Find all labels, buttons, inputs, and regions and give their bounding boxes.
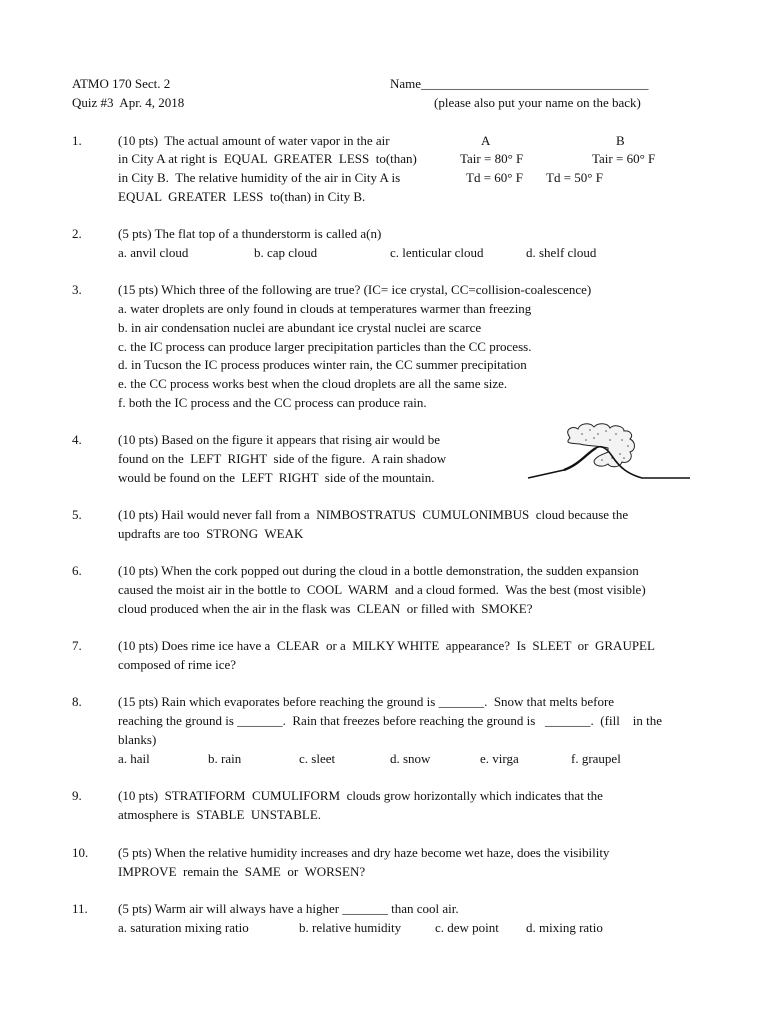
question-2-option-a: a. anvil cloud: [118, 245, 189, 260]
question-4-number: 4.: [72, 432, 82, 447]
question-4-text: would be found on the LEFT RIGHT side of the mountain.: [118, 470, 435, 485]
question-1-text: EQUAL GREATER LESS to(than) in City B.: [118, 189, 366, 204]
quiz-title: Quiz #3 Apr. 4, 2018: [72, 95, 185, 110]
mountain-cloud-figure: [524, 418, 692, 490]
question-2-number: 2.: [72, 226, 82, 241]
question-11-option-c: c. dew point: [435, 920, 499, 935]
question-5-text: updrafts are too STRONG WEAK: [118, 526, 304, 541]
question-3-option-e: e. the CC process works best when the cloud droplets are all the same size.: [118, 376, 508, 391]
city-b-air-temp: Tair = 60° F: [592, 151, 656, 166]
question-11-option-b: b. relative humidity: [299, 920, 402, 935]
question-9-number: 9.: [72, 788, 82, 803]
question-10-text: (5 pts) When the relative humidity increases and dry haze become wet haze, does the visibility: [118, 845, 610, 860]
question-6-text: cloud produced when the air in the flask was CLEAN or filled with SMOKE?: [118, 601, 533, 616]
question-10-number: 10.: [72, 845, 89, 860]
question-1-number: 1.: [72, 133, 82, 148]
question-7-text: composed of rime ice?: [118, 657, 237, 672]
question-10-text: IMPROVE remain the SAME or WORSEN?: [118, 864, 366, 879]
question-2-option-d: d. shelf cloud: [526, 245, 597, 260]
question-3-option-d: d. in Tucson the IC process produces winter rain, the CC summer precipitation: [118, 357, 527, 372]
question-3-text: (15 pts) Which three of the following are true? (IC= ice crystal, CC=collision-coalescence): [118, 282, 592, 297]
question-7-text: (10 pts) Does rime ice have a CLEAR or a MILKY WHITE appearance? Is SLEET or GRAUPEL: [118, 638, 655, 653]
question-11-option-a: a. saturation mixing ratio: [118, 920, 249, 935]
question-8-option-e: e. virga: [480, 751, 519, 766]
question-4-text: found on the LEFT RIGHT side of the figure. A rain shadow: [118, 451, 447, 466]
question-8-option-d: d. snow: [390, 751, 431, 766]
city-a-label: A: [481, 133, 491, 148]
question-8-text: (15 pts) Rain which evaporates before reaching the ground is _______. Snow that melts before: [118, 694, 615, 709]
city-a-air-temp: Tair = 80° F: [460, 151, 524, 166]
question-8-text: blanks): [118, 732, 157, 747]
question-2-text: (5 pts) The flat top of a thunderstorm is called a(n): [118, 226, 382, 241]
question-3-option-f: f. both the IC process and the CC process can produce rain.: [118, 395, 427, 410]
question-1-text: in City B. The relative humidity of the air in City A is: [118, 170, 401, 185]
question-4-text: (10 pts) Based on the figure it appears that rising air would be: [118, 432, 441, 447]
question-1-text: (10 pts) The actual amount of water vapor in the air: [118, 133, 390, 148]
question-3-option-b: b. in air condensation nuclei are abundant ice crystal nuclei are scarce: [118, 320, 482, 335]
question-11-option-d: d. mixing ratio: [526, 920, 603, 935]
question-8-option-a: a. hail: [118, 751, 150, 766]
question-3-number: 3.: [72, 282, 82, 297]
question-8-text: reaching the ground is _______. Rain that freezes before reaching the ground is _______. (fill in the: [118, 713, 663, 728]
question-6-text: (10 pts) When the cork popped out during the cloud in a bottle demonstration, the sudden expansion: [118, 563, 639, 578]
question-8-number: 8.: [72, 694, 82, 709]
question-3-option-c: c. the IC process can produce larger precipitation particles than the CC process.: [118, 339, 532, 354]
question-11-text: (5 pts) Warm air will always have a higher _______ than cool air.: [118, 901, 459, 916]
city-b-label: B: [616, 133, 625, 148]
question-5-number: 5.: [72, 507, 82, 522]
cloud-icon: [568, 424, 635, 467]
question-6-number: 6.: [72, 563, 82, 578]
city-a-dewpoint: Td = 60° F: [466, 170, 523, 185]
course-title: ATMO 170 Sect. 2: [72, 76, 171, 91]
question-9-text: atmosphere is STABLE UNSTABLE.: [118, 807, 322, 822]
question-2-option-b: b. cap cloud: [254, 245, 318, 260]
question-6-text: caused the moist air in the bottle to COOL WARM and a cloud formed. Was the best (most visible): [118, 582, 646, 597]
question-8-option-c: c. sleet: [299, 751, 336, 766]
question-1-text: in City A at right is EQUAL GREATER LESS to(than): [118, 151, 417, 166]
question-3-option-a: a. water droplets are only found in clouds at temperatures warmer than freezing: [118, 301, 532, 316]
name-note: (please also put your name on the back): [434, 95, 641, 110]
question-8-option-b: b. rain: [208, 751, 242, 766]
question-7-number: 7.: [72, 638, 82, 653]
question-5-text: (10 pts) Hail would never fall from a NIMBOSTRATUS CUMULONIMBUS cloud because the: [118, 507, 629, 522]
question-11-number: 11.: [72, 901, 88, 916]
city-b-dewpoint: Td = 50° F: [546, 170, 603, 185]
question-8-option-f: f. graupel: [571, 751, 621, 766]
question-9-text: (10 pts) STRATIFORM CUMULIFORM clouds grow horizontally which indicates that the: [118, 788, 603, 803]
question-2-option-c: c. lenticular cloud: [390, 245, 484, 260]
name-field[interactable]: Name___________________________________: [390, 76, 649, 91]
